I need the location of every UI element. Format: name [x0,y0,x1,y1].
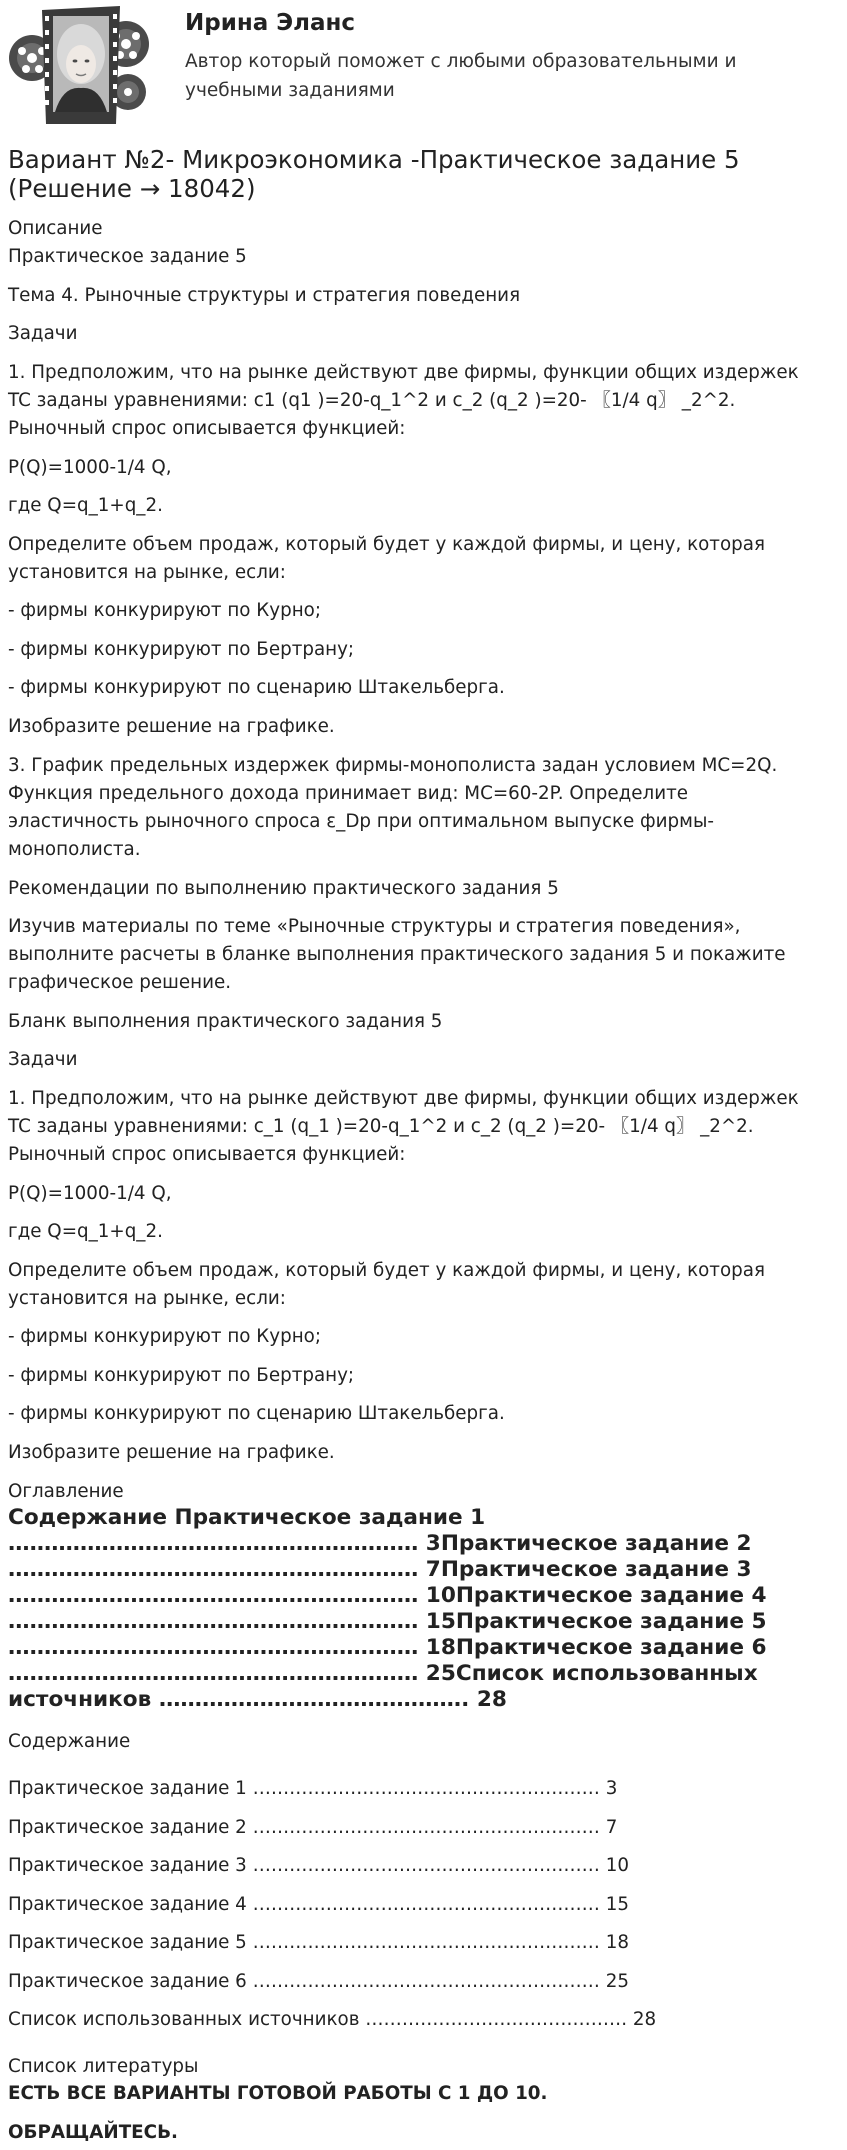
task-3-line: Функция предельного дохода принимает вид: MC=60-2P. Определите [8,783,688,804]
toc-bold-line: ………………………………………………… 3Практическое задание 2 [8,1531,752,1556]
topic-text: Тема 4. Рыночные структуры и стратегия поведения [8,285,521,306]
determine-line: установится на рынке, если: [8,1288,286,1309]
tasks-heading: Задачи [8,1049,78,1070]
toc-bold-line: ………………………………………………… 7Практическое задание 3 [8,1557,752,1582]
recommendation-line: графическое решение. [8,972,232,993]
contents-item[interactable]: Практическое задание 6 ………………………………………………… 25 [8,1971,630,1992]
contact-notice: ОБРАЩАЙТЕСЬ. [8,2122,178,2143]
author-header [0,0,847,135]
task-1-line: TC заданы уравнениями: с1 (q1 )=20-q_1^2 и с_2 (q_2 )=20- 〖1/4 q〗 _2^2. [8,390,736,411]
quantity-definition: где Q=q_1+q_2. [8,1221,163,1242]
toc-bold-line: источников ……………………………………. 28 [8,1687,507,1712]
toc-bold-line: ………………………………………………… 25Список использованных [8,1661,758,1686]
demand-function: P(Q)=1000-1/4 Q, [8,1183,172,1204]
determine-line: Определите объем продаж, который будет у каждой фирмы, и цену, которая [8,1260,765,1281]
bertrand-case: - фирмы конкурируют по Бертрану; [8,1365,355,1386]
contents-heading: Содержание [8,1731,131,1752]
contents-item[interactable]: Практическое задание 1 ………………………………………………… 3 [8,1778,618,1799]
contents-item[interactable]: Практическое задание 3 ………………………………………………… 10 [8,1855,630,1876]
task-1-line: 1. Предположим, что на рынке действуют две фирмы, функции общих издержек [8,362,799,383]
graph-instruction: Изобразите решение на графике. [8,716,335,737]
task-1-repeat-line: 1. Предположим, что на рынке действуют две фирмы, функции общих издержек [8,1088,799,1109]
tasks-heading: Задачи [8,323,78,344]
task-1-repeat-line: TC заданы уравнениями: с_1 (q_1 )=20-q_1^2 и с_2 (q_2 )=20- 〖1/4 q〗 _2^2. [8,1116,754,1137]
description-heading: Описание [8,218,103,239]
cournot-case: - фирмы конкурируют по Курно; [8,1326,322,1347]
task-3-line: эластичность рыночного спроса ε_Dp при оптимальном выпуске фирмы- [8,811,714,832]
recommendation-line: выполните расчеты в бланке выполнения практического задания 5 и покажите [8,944,786,965]
task-1-line: Рыночный спрос описывается функцией: [8,418,406,439]
determine-line: установится на рынке, если: [8,562,286,583]
contents-item[interactable]: Практическое задание 5 ………………………………………………… 18 [8,1932,630,1953]
literature-heading: Список литературы [8,2056,199,2077]
availability-notice: ЕСТЬ ВСЕ ВАРИАНТЫ ГОТОВОЙ РАБОТЫ С 1 ДО 10. [8,2083,548,2104]
toc-bold-line: ………………………………………………… 15Практическое задание 5 [8,1609,767,1634]
document-title-line: (Решение → 18042) [8,174,256,203]
contents-item[interactable]: Список использованных источников ……………………………………. 28 [8,2009,657,2030]
stackelberg-case: - фирмы конкурируют по сценарию Штакельберга. [8,677,505,698]
demand-function: P(Q)=1000-1/4 Q, [8,457,172,478]
contents-item[interactable]: Практическое задание 4 ………………………………………………… 15 [8,1894,630,1915]
recommendations-heading: Рекомендации по выполнению практического задания 5 [8,878,559,899]
author-description-line: учебными заданиями [185,80,395,101]
quantity-definition: где Q=q_1+q_2. [8,495,163,516]
task-3-line: монополиста. [8,839,141,860]
blank-heading: Бланк выполнения практического задания 5 [8,1011,443,1032]
toc-heading: Оглавление [8,1481,124,1502]
author-description-line: Автор который поможет с любыми образовательными и [185,51,737,72]
contents-item[interactable]: Практическое задание 2 ………………………………………………… 7 [8,1817,618,1838]
toc-bold-line: Содержание Практическое задание 1 [8,1505,486,1530]
author-description [185,47,785,105]
task-1-repeat-line: Рыночный спрос описывается функцией: [8,1144,406,1165]
stackelberg-case: - фирмы конкурируют по сценарию Штакельберга. [8,1403,505,1424]
toc-bold-line: ………………………………………………… 10Практическое задание 4 [8,1583,767,1608]
document-title-line: Вариант №2- Микроэкономика -Практическое задание 5 [8,145,740,174]
recommendation-line: Изучив материалы по теме «Рыночные структуры и стратегия поведения», [8,916,741,937]
assignment-name: Практическое задание 5 [8,246,247,267]
author-avatar-icon [8,6,150,124]
graph-instruction: Изобразите решение на графике. [8,1442,335,1463]
cournot-case: - фирмы конкурируют по Курно; [8,600,322,621]
toc-bold-line: ………………………………………………… 18Практическое задание 6 [8,1635,767,1660]
task-3-line: 3. График предельных издержек фирмы-монополиста задан условием МС=2Q. [8,755,778,776]
determine-line: Определите объем продаж, который будет у каждой фирмы, и цену, которая [8,534,765,555]
document-title [8,145,828,203]
author-name[interactable]: Ирина Эланс [185,10,356,36]
bertrand-case: - фирмы конкурируют по Бертрану; [8,639,355,660]
